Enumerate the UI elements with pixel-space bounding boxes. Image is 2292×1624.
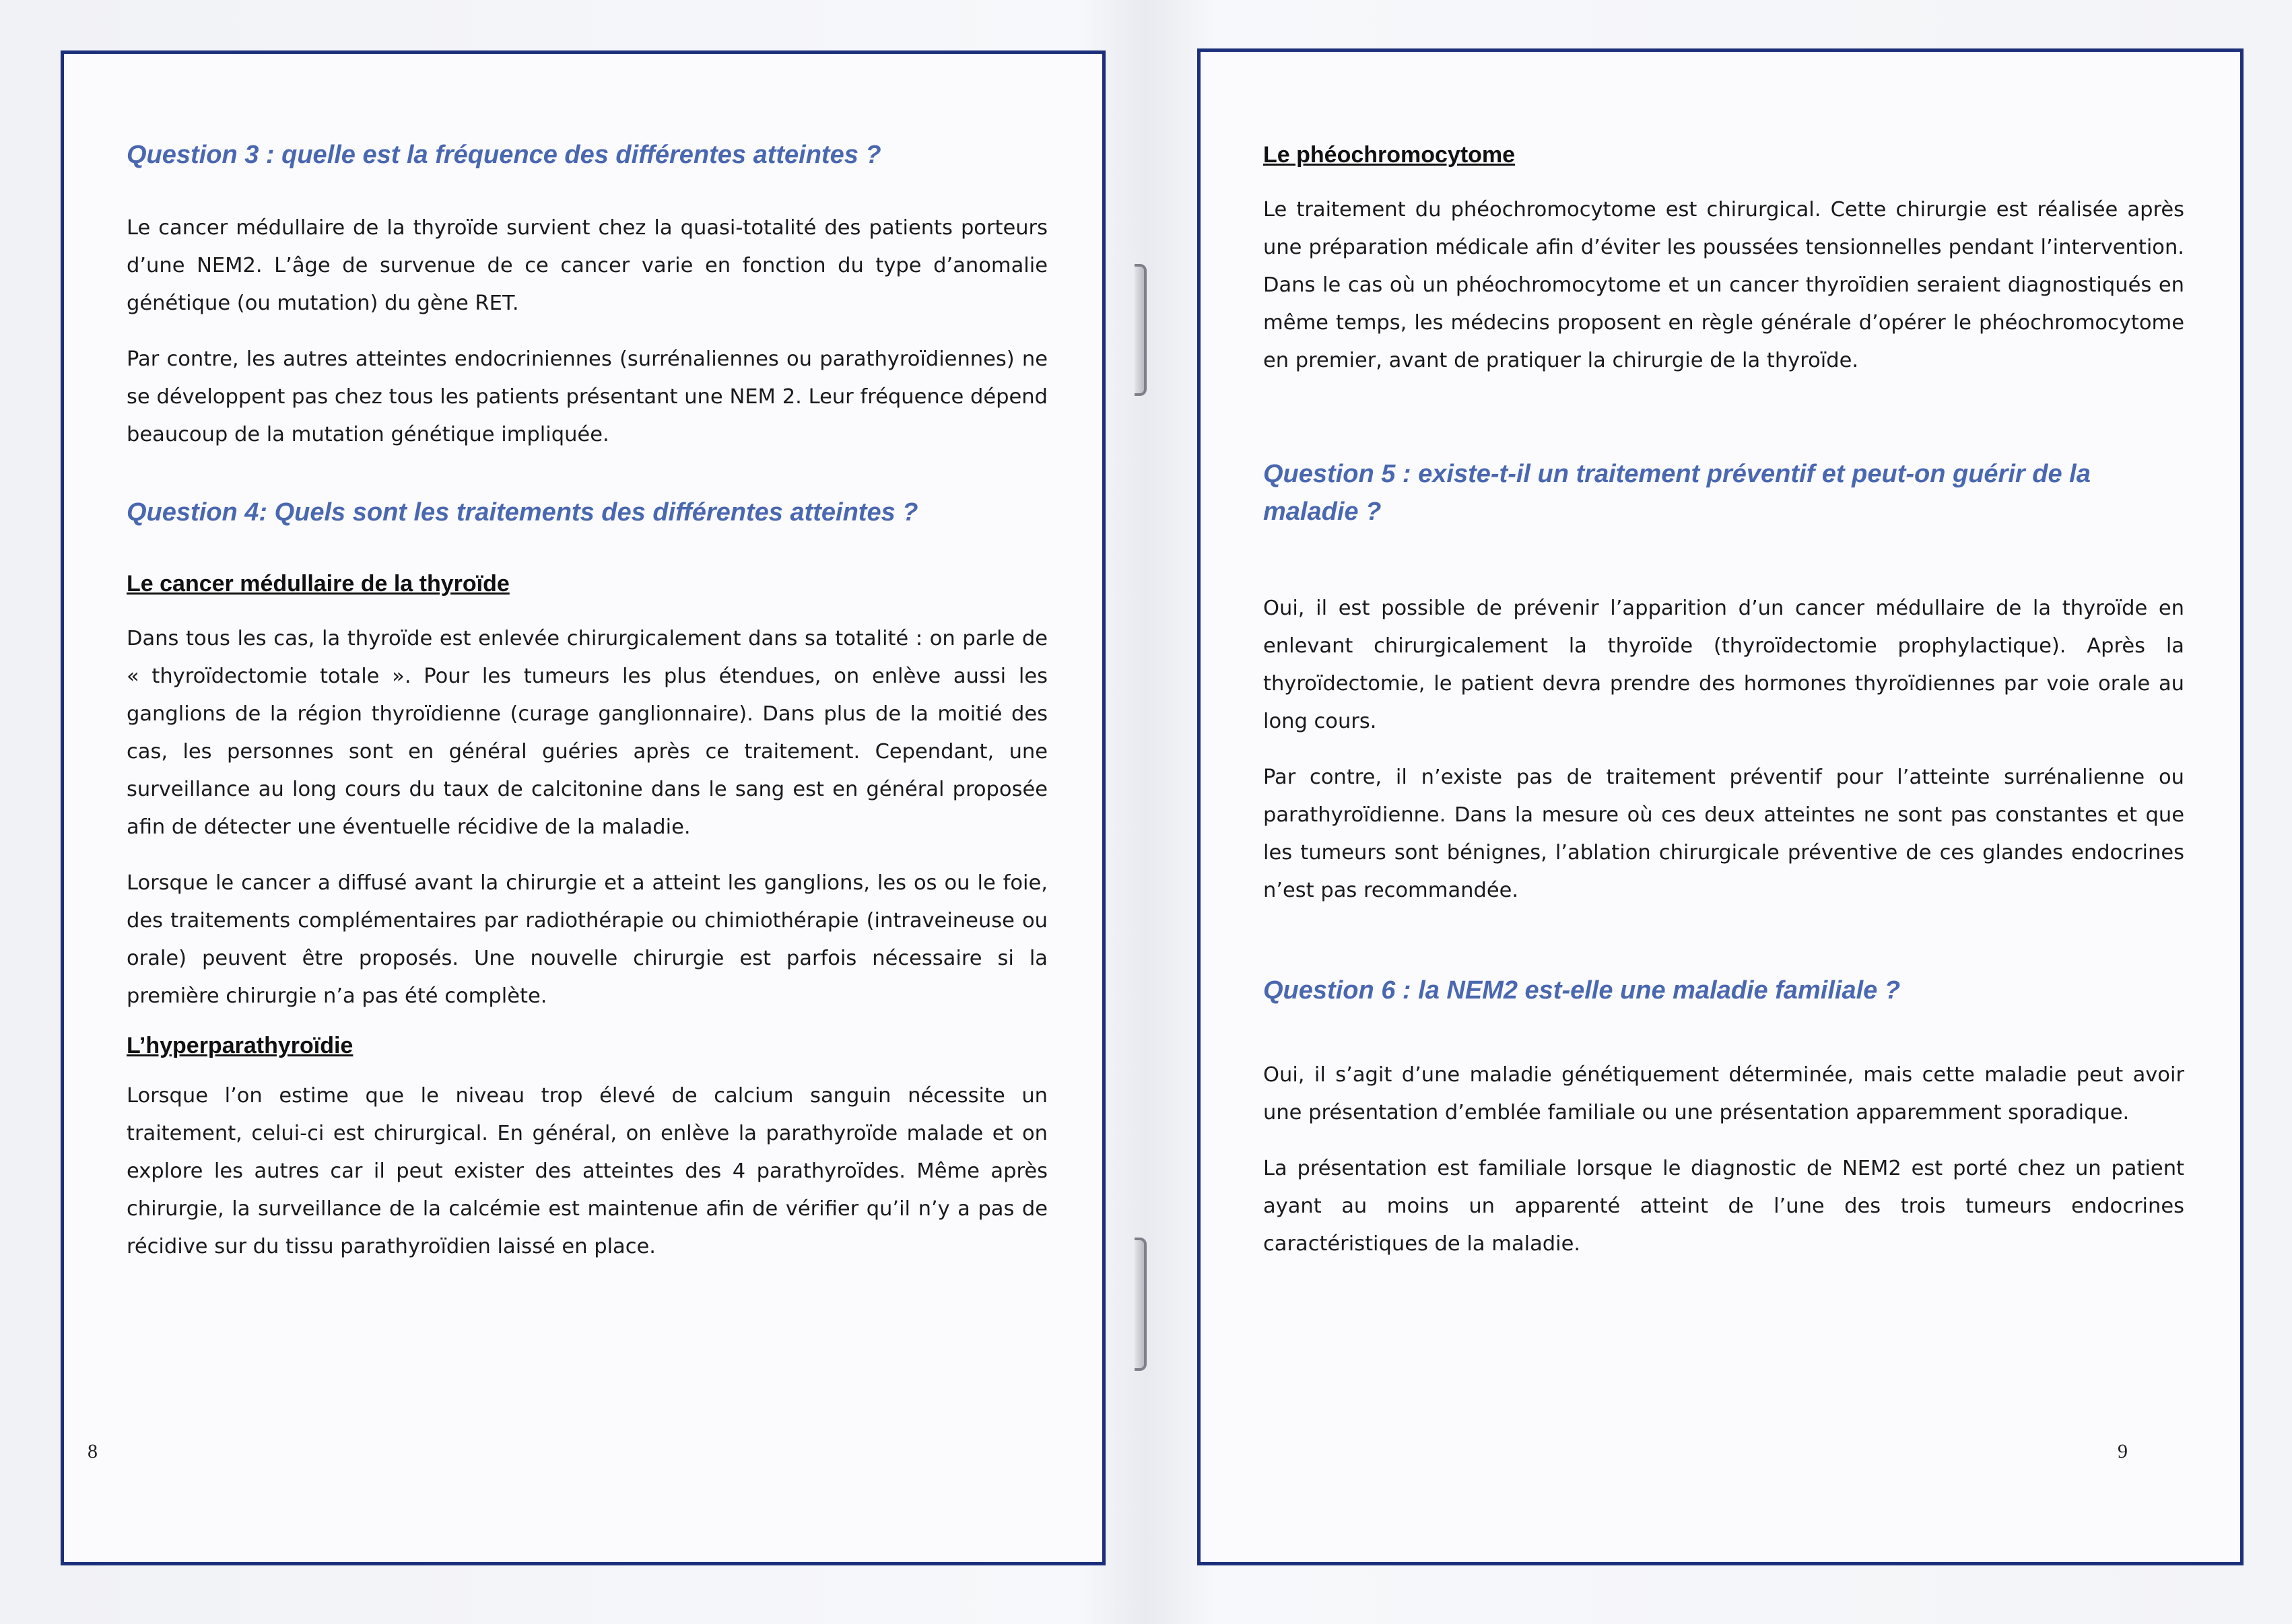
section-heading-hyperparathyroidism: L’hyperparathyroïdie: [127, 1033, 353, 1058]
medullary-cancer-paragraph-2: Lorsque le cancer a diffusé avant la chirurgie et a atteint les ganglions, les os ou le foie, des traitements complémentaires par radiothérapie ou chimiothérapie (intraveineuse ou orale) peuvent être proposés. Une nouvelle chirurgie est parfois nécessaire si la première chirurgie n’a pas été complète.: [127, 871, 1048, 1008]
pheochromocytoma-paragraph-1: Le traitement du phéochromocytome est chirurgical. Cette chirurgie est réalisée après une préparation médicale afin d’éviter les poussées tensionnelles pendant l’intervention. Dans le cas où un phéochromocytome et un cancer thyroïdien seraient diagnostiqués en même temps, les médecins proposent en règle générale d’opérer le phéochromocytome en premier, avant de pratiquer la chirurgie de la thyroïde.: [1263, 198, 2184, 372]
hyperparathyroidism-paragraph-1: Lorsque l’on estime que le niveau trop élevé de calcium sanguin nécessite un traitement, celui-ci est chirurgical. En général, on enlève la parathyroïde malade et on explore les autres car il peut exister des atteintes des 4 parathyroïdes. Même après chirurgie, la surveillance de la calcémie est maintenue afin de vérifier qu’il n’y a pas de récidive sur du tissu parathyroïdien laissé en place.: [127, 1084, 1048, 1258]
left-page: [61, 50, 1106, 1565]
section-heading-medullary-cancer: Le cancer médullaire de la thyroïde: [127, 571, 510, 597]
staple-top: [1135, 264, 1147, 396]
right-page: [1197, 48, 2244, 1565]
question-3-paragraph-1: Le cancer médullaire de la thyroïde survient chez la quasi-totalité des patients porteurs d’une NEM2. L’âge de survenue de ce cancer varie en fonction du type d’anomalie génétique (ou mutation) du gène RET.: [127, 216, 1048, 315]
question-3-paragraph-2: Par contre, les autres atteintes endocriniennes (surrénaliennes ou parathyroïdiennes) ne se développent pas chez tous les patients présentant une NEM 2. Leur fréquence dépend beaucoup de la mutation génétique impliquée.: [127, 347, 1048, 446]
question-4-title: Question 4: Quels sont les traitements des différentes atteintes ?: [127, 498, 918, 527]
question-3-title: Question 3 : quelle est la fréquence des différentes atteintes ?: [127, 141, 881, 169]
question-5-title: Question 5 : existe-t-il un traitement préventif et peut-on guérir de la maladie ?: [1263, 460, 2091, 526]
question-6-title: Question 6 : la NEM2 est-elle une maladie familiale ?: [1263, 976, 1901, 1005]
page-number-right: 9: [2118, 1440, 2128, 1462]
right-page-content: [1263, 138, 2184, 1263]
question-6-paragraph-2: La présentation est familiale lorsque le diagnostic de NEM2 est porté chez un patient ayant au moins un apparenté atteint de l’une des trois tumeurs endocrines caractéristiques de la maladie.: [1263, 1157, 2184, 1256]
question-6-paragraph-1: Oui, il s’agit d’une maladie génétiquement déterminée, mais cette maladie peut avoir une présentation d’emblée familiale ou une présentation apparemment sporadique.: [1263, 1063, 2184, 1124]
section-heading-pheochromocytoma: Le phéochromocytome: [1263, 142, 1516, 168]
left-page-content: [127, 136, 1048, 1266]
page-number-left: 8: [88, 1440, 98, 1462]
question-5-paragraph-2: Par contre, il n’existe pas de traitement préventif pour l’atteinte surrénalienne ou parathyroïdienne. Dans la mesure où ces deux atteintes ne sont pas constantes et que les tumeurs sont bénignes, l’ablation chirurgicale préventive de ces glandes endocrines n’est pas recommandée.: [1263, 766, 2184, 902]
question-5-paragraph-1: Oui, il est possible de prévenir l’apparition d’un cancer médullaire de la thyroïde en enlevant chirurgicalement la thyroïde (thyroïdectomie prophylactique). Après la thyroïdectomie, le patient devra prendre des hormones thyroïdiennes par voie orale au long cours.: [1263, 597, 2184, 733]
staple-bottom: [1135, 1238, 1147, 1371]
medullary-cancer-paragraph-1: Dans tous les cas, la thyroïde est enlevée chirurgicalement dans sa totalité : on parle de « thyroïdectomie totale ». Pour les tumeurs les plus étendues, on enlève aussi les ganglions de la région thyroïdienne (curage ganglionnaire). Dans plus de la moitié des cas, les personnes sont en général guéries après ce traitement. Cependant, une surveillance au long cours du taux de calcitonine dans le sang est en général proposée afin de détecter une éventuelle récidive de la maladie.: [127, 627, 1048, 839]
